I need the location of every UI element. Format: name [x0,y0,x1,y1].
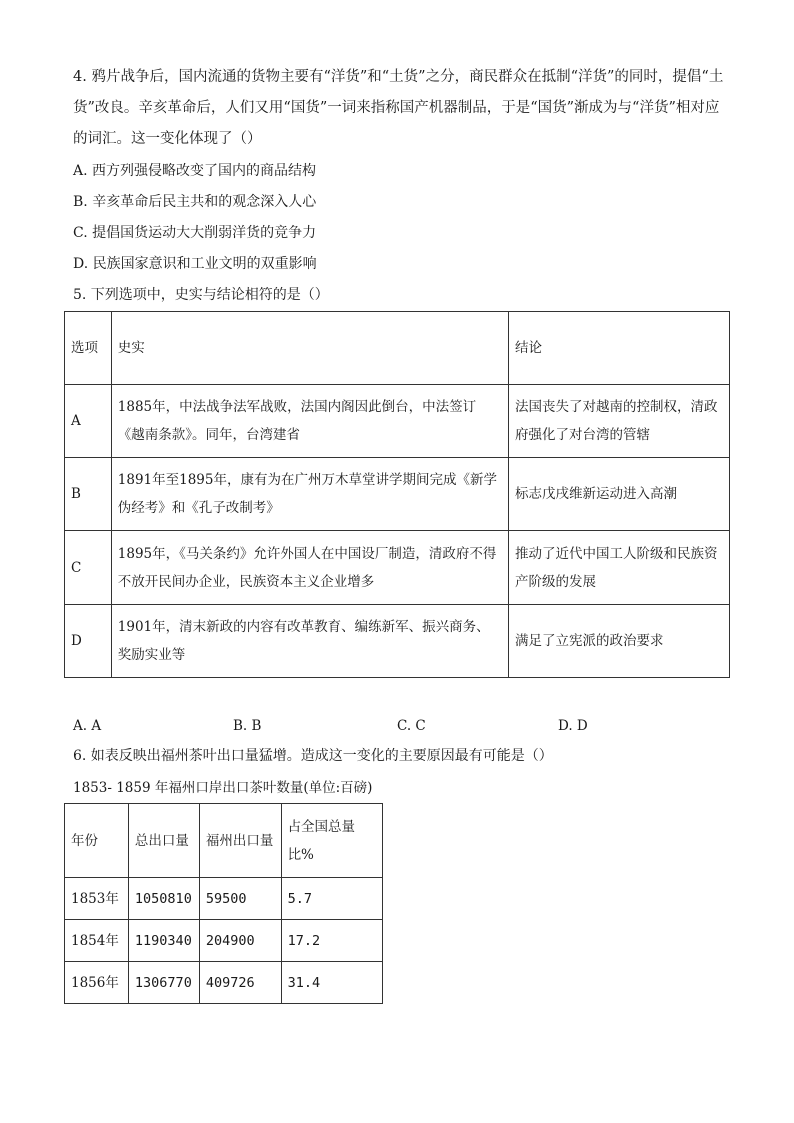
row-conclusion: 推动了近代中国工人阶级和民族资产阶级的发展 [508,531,729,605]
row-share: 31.4 [281,962,382,1004]
q4-option-b: B. 辛亥革命后民主共和的观念深入人心 [73,194,317,210]
table-row [65,878,383,920]
q5-answer-c: C. C [397,718,426,734]
q5-answer-b: B. B [233,718,262,734]
q5-table [64,311,730,678]
question-6-stem: 6. 如表反映出福州茶叶出口量猛增。造成这一变化的主要原因最有可能是（） [73,748,553,764]
table-row [65,962,383,1004]
question-5-stem: 5. 下列选项中，史实与结论相符的是（） [73,287,329,303]
table-row [65,458,730,531]
header-option: 选项 [65,312,112,385]
table-row [65,385,730,458]
row-label: C [65,531,112,605]
header-year: 年份 [65,804,129,878]
table-row [65,605,730,678]
row-share: 17.2 [281,920,382,962]
row-label: D [65,605,112,678]
row-fuzhou: 59500 [199,878,281,920]
row-fuzhou: 204900 [199,920,281,962]
row-conclusion: 法国丧失了对越南的控制权，清政府强化了对台湾的管辖 [508,385,729,458]
table-row [65,920,383,962]
row-fact: 1901年，清末新政的内容有改革教育、编练新军、振兴商务、奖励实业等 [111,605,508,678]
q4-option-c: C. 提倡国货运动大大削弱洋货的竞争力 [73,225,317,241]
header-fact: 史实 [111,312,508,385]
q4-option-a: A. 西方列强侵略改变了国内的商品结构 [73,163,317,179]
q5-answer-d: D. D [558,718,588,734]
q6-table-caption: 1853- 1859 年福州口岸出口茶叶数量(单位:百磅) [73,780,373,796]
header-share: 占全国总量比% [281,804,382,878]
row-year: 1856年 [65,962,129,1004]
row-label: B [65,458,112,531]
row-fact: 1885年，中法战争法军战败，法国内阁因此倒台，中法签订《越南条款》。同年，台湾建省 [111,385,508,458]
header-conclusion: 结论 [508,312,729,385]
table-row [65,531,730,605]
row-total: 1306770 [128,962,199,1004]
row-year: 1854年 [65,920,129,962]
row-conclusion: 满足了立宪派的政治要求 [508,605,729,678]
row-fuzhou: 409726 [199,962,281,1004]
header-fuzhou-export: 福州出口量 [199,804,281,878]
table-header-row [65,804,383,878]
table-header-row [65,312,730,385]
row-total: 1050810 [128,878,199,920]
q6-table [64,803,383,1004]
row-year: 1853年 [65,878,129,920]
row-total: 1190340 [128,920,199,962]
row-label: A [65,385,112,458]
row-fact: 1895年，《马关条约》允许外国人在中国设厂制造，清政府不得不放开民间办企业，民族资本主义企业增多 [111,531,508,605]
row-conclusion: 标志戊戌维新运动进入高潮 [508,458,729,531]
q4-option-d: D. 民族国家意识和工业文明的双重影响 [73,256,317,272]
q5-answer-a: A. A [73,718,102,734]
row-fact: 1891年至1895年，康有为在广州万木草堂讲学期间完成《新学伪经考》和《孔子改制考》 [111,458,508,531]
question-4-stem: 4. 鸦片战争后，国内流通的货物主要有“洋货”和“土货”之分，商民群众在抵制“洋货”的同时，提倡“土货”改良。辛亥革命后，人们又用“国货”一词来指称国产机器制品，于是“国货”渐成为与“洋货”相对应的词汇。这一变化体现了（） [73,69,724,147]
row-share: 5.7 [281,878,382,920]
header-total-export: 总出口量 [128,804,199,878]
